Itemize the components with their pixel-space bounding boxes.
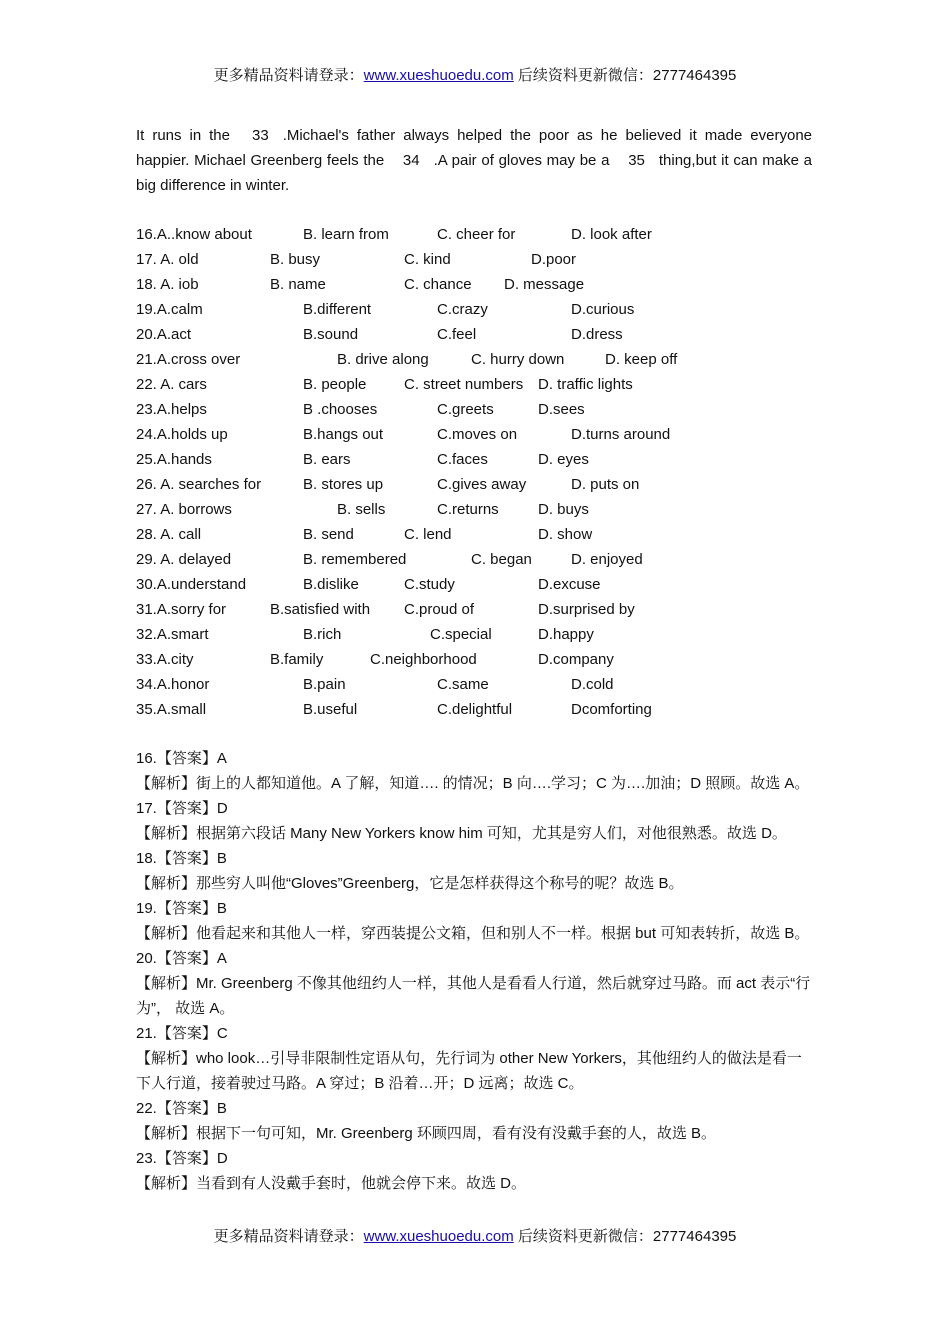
option-row-25 [136, 447, 836, 472]
answer-16: 16.【答案】A [136, 750, 227, 767]
option-row-28 [136, 522, 836, 547]
answer-20: 20.【答案】A [136, 950, 227, 967]
option-c: C. kind [404, 251, 451, 268]
option-b: B.pain [303, 676, 346, 693]
option-b: B.dislike [303, 576, 359, 593]
footer-link[interactable]: www.xueshuoedu.com [363, 1228, 514, 1245]
option-a: 26. A. searches for [136, 476, 262, 493]
header-link[interactable]: www.xueshuoedu.com [363, 67, 514, 84]
option-row-27 [136, 497, 836, 522]
option-row-17 [136, 247, 836, 272]
option-d: D.poor [531, 251, 577, 268]
option-d: D.dress [571, 326, 623, 343]
option-row-16 [136, 222, 836, 247]
analysis-19: 【解析】他看起来和其他人一样，穿西装提公文箱，但和别人不一样。根据 but 可知表转折，故选 B。 [136, 925, 810, 942]
option-a: 18. A. iob [136, 276, 199, 293]
option-d: D.happy [538, 626, 594, 643]
passage-part-4: thing,but it can make a big difference in winter. [136, 152, 812, 194]
option-row-19 [136, 297, 836, 322]
option-c: C.crazy [437, 301, 488, 318]
option-a: 22. A. cars [136, 376, 207, 393]
option-b: B. remembered [303, 551, 407, 568]
option-b: B.satisfied with [270, 601, 371, 618]
option-d: D. puts on [571, 476, 640, 493]
option-a: 29. A. delayed [136, 551, 232, 568]
option-c: C. began [471, 551, 532, 568]
option-row-22 [136, 372, 836, 397]
analysis-17: 【解析】根据第六段话 Many New Yorkers know him 可知，尤其是穷人们，对他很熟悉。故选 D。 [136, 825, 787, 842]
option-d: D.excuse [538, 576, 601, 593]
option-a: 16.A..know about [136, 226, 252, 243]
footer-suffix: 后续资料更新微信：2777464395 [513, 1228, 737, 1245]
answer-22: 22.【答案】B [136, 1100, 227, 1117]
option-c: C.special [430, 626, 492, 643]
option-b: B. learn from [303, 226, 389, 243]
option-a: 30.A.understand [136, 576, 247, 593]
option-c: C.moves on [437, 426, 518, 443]
option-b: B.useful [303, 701, 358, 718]
analysis-16: 【解析】街上的人都知道他。A 了解，知道…. 的情况；B 向….学习；C 为….加油；D 照顾。故选 A。 [136, 775, 810, 792]
option-d: D. show [538, 526, 593, 543]
option-a: 31.A.sorry for [136, 601, 227, 618]
option-row-20 [136, 322, 836, 347]
option-c: C.study [404, 576, 455, 593]
option-c: C.greets [437, 401, 494, 418]
option-row-33 [136, 647, 836, 672]
option-row-18 [136, 272, 836, 297]
option-b: B.rich [303, 626, 342, 643]
page-header [0, 66, 950, 86]
option-a: 33.A.city [136, 651, 194, 668]
option-a: 35.A.small [136, 701, 207, 718]
option-row-31 [136, 597, 836, 622]
option-c: C.same [437, 676, 489, 693]
answer-18: 18.【答案】B [136, 850, 227, 867]
option-row-34 [136, 672, 836, 697]
page-footer [0, 1227, 950, 1247]
option-row-23 [136, 397, 836, 422]
option-d: D. buys [538, 501, 589, 518]
option-a: 23.A.helps [136, 401, 207, 418]
option-c: C. street numbers [404, 376, 524, 393]
option-row-30 [136, 572, 836, 597]
footer-prefix: 更多精品资料请登录： [213, 1228, 364, 1245]
analysis-22: 【解析】根据下一句可知，Mr. Greenberg 环顾四周，看有没有没戴手套的人，故选 B。 [136, 1125, 717, 1142]
option-a: 32.A.smart [136, 626, 209, 643]
option-c: C. cheer for [437, 226, 516, 243]
option-d: D. traffic lights [538, 376, 633, 393]
option-d: Dcomforting [571, 701, 652, 718]
option-d: D.cold [571, 676, 614, 693]
blank-34: 34 [402, 152, 420, 169]
option-c: C.feel [437, 326, 477, 343]
option-b: B. sells [337, 501, 386, 518]
analysis-18: 【解析】那些穷人叫他“Gloves”Greenberg，它是怎样获得这个称号的呢？故选 B。 [136, 875, 684, 892]
option-b: B.hangs out [303, 426, 384, 443]
analysis-20: 【解析】Mr. Greenberg 不像其他纽约人一样，其他人是看看人行道，然后就穿过马路。而 act 表示“行为”， 故选 A。 [136, 975, 811, 1017]
analysis-21: 【解析】who look…引导非限制性定语从句，先行词为 other New Yorkers，其他纽约人的做法是看一下人行道，接着驶过马路。A 穿过；B 沿着…开；D 远离；故选 C。 [136, 1050, 802, 1092]
option-d: D. message [504, 276, 585, 293]
analysis-23: 【解析】当看到有人没戴手套时，他就会停下来。故选 D。 [136, 1175, 527, 1192]
option-a: 28. A. call [136, 526, 202, 543]
option-row-26 [136, 472, 836, 497]
header-suffix: 后续资料更新微信：2777464395 [513, 67, 737, 84]
option-c: C.proud of [404, 601, 475, 618]
options-list [136, 222, 836, 722]
option-row-35 [136, 697, 836, 722]
option-c: C. chance [404, 276, 472, 293]
passage-part-1: It runs in the [136, 127, 230, 144]
answer-17: 17.【答案】D [136, 800, 228, 817]
passage-text [136, 123, 812, 198]
option-b: B. ears [303, 451, 351, 468]
blank-33: 33 [252, 127, 269, 144]
option-d: D.sees [538, 401, 585, 418]
option-d: D. keep off [605, 351, 678, 368]
blank-35: 35 [628, 152, 645, 169]
option-b: B. stores up [303, 476, 384, 493]
option-b: B.sound [303, 326, 359, 343]
option-row-32 [136, 622, 836, 647]
option-b: B. drive along [337, 351, 429, 368]
option-d: D. enjoyed [571, 551, 643, 568]
option-d: D.company [538, 651, 614, 668]
option-b: B. people [303, 376, 367, 393]
option-d: D. look after [571, 226, 652, 243]
option-c: C.gives away [437, 476, 527, 493]
answer-23: 23.【答案】D [136, 1150, 228, 1167]
option-a: 24.A.holds up [136, 426, 228, 443]
option-b: B.family [270, 651, 324, 668]
option-a: 34.A.honor [136, 676, 210, 693]
answer-21: 21.【答案】C [136, 1025, 228, 1042]
option-d: D.curious [571, 301, 635, 318]
option-c: C.faces [437, 451, 488, 468]
option-a: 21.A.cross over [136, 351, 241, 368]
option-a: 25.A.hands [136, 451, 212, 468]
option-b: B .chooses [303, 401, 378, 418]
option-row-29 [136, 547, 836, 572]
option-b: B. busy [270, 251, 321, 268]
header-prefix: 更多精品资料请登录： [213, 67, 364, 84]
option-b: B. name [270, 276, 326, 293]
option-a: 20.A.act [136, 326, 192, 343]
option-c: C.neighborhood [370, 651, 477, 668]
option-d: D. eyes [538, 451, 589, 468]
passage-part-2: .Michael's father always helped the poor as he believed it made everyone happier. Michael Greenberg feels the [136, 127, 812, 169]
option-a: 19.A.calm [136, 301, 203, 318]
option-d: D.turns around [571, 426, 671, 443]
option-b: B.different [303, 301, 372, 318]
option-c: C.returns [437, 501, 499, 518]
answer-explanations [136, 746, 816, 1196]
option-row-21 [136, 347, 836, 372]
option-b: B. send [303, 526, 354, 543]
option-a: 27. A. borrows [136, 501, 232, 518]
option-c: C.delightful [437, 701, 513, 718]
option-c: C. lend [404, 526, 452, 543]
answer-19: 19.【答案】B [136, 900, 227, 917]
option-row-24 [136, 422, 836, 447]
passage-part-3: .A pair of gloves may be a [433, 152, 610, 169]
option-a: 17. A. old [136, 251, 199, 268]
option-c: C. hurry down [471, 351, 565, 368]
option-d: D.surprised by [538, 601, 635, 618]
